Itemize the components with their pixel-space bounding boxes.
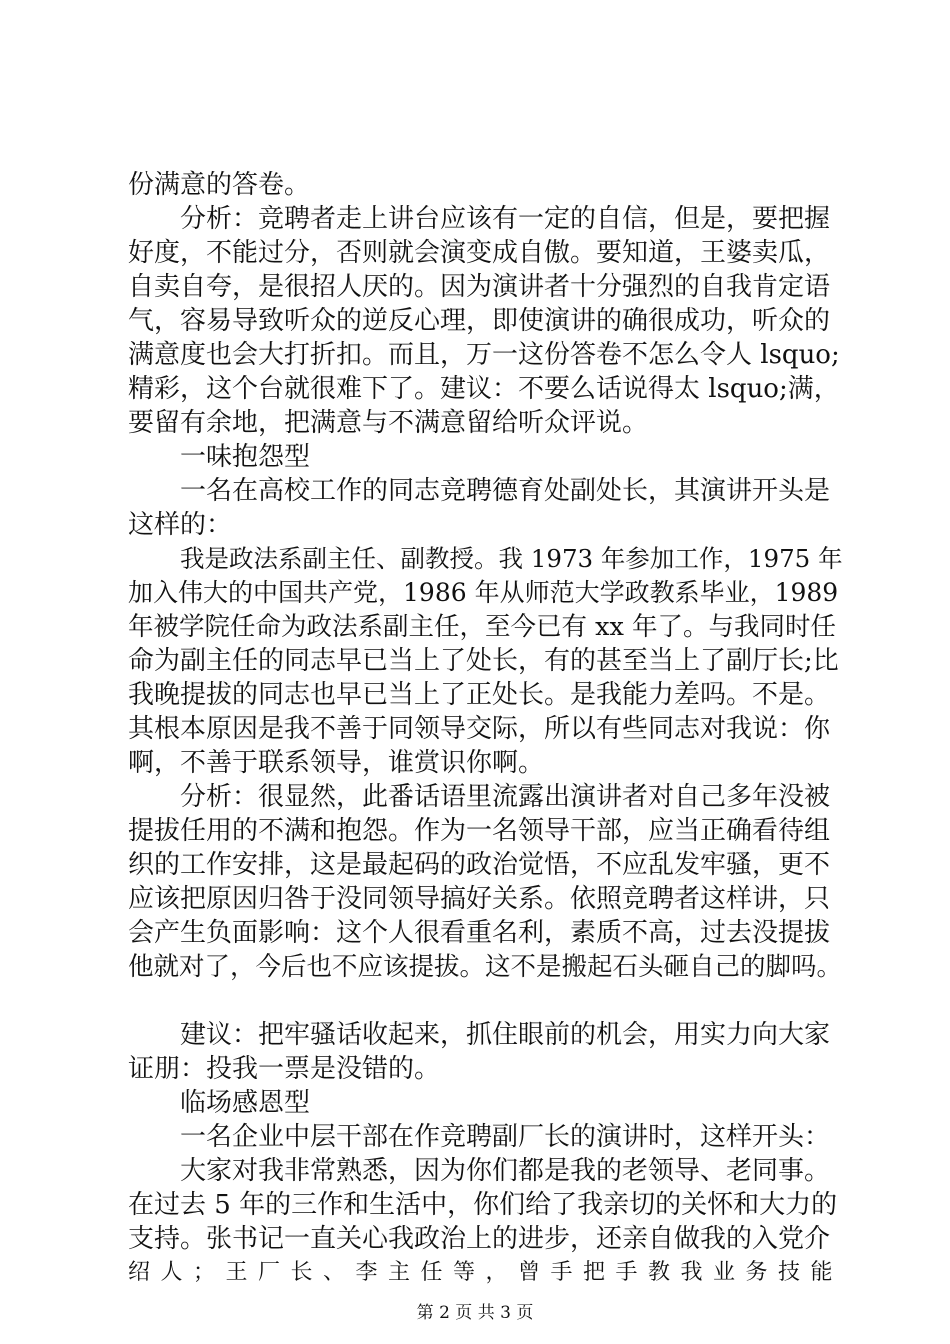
text-line: 支持。张书记一直关心我政治上的进步，还亲自做我的入党介 xyxy=(128,1224,831,1254)
text-line: 证朋：投我一票是没错的。 xyxy=(128,1054,441,1084)
text-line: 气，容易导致听众的逆反心理，即使演讲的确很成功，听众的 xyxy=(128,306,831,336)
text-line: 会产生负面影响：这个人很看重名利，素质不高，过去没提拔 xyxy=(128,918,831,948)
text-line: 应该把原因归咎于没同领导搞好关系。依照竞聘者这样讲，只 xyxy=(128,884,831,914)
text-line: 满意度也会大打折扣。而且，万一这份答卷不怎么令人 lsquo; xyxy=(128,340,840,370)
paragraph-line: 大家对我非常熟悉，因为你们都是我的老领导、老同事。 xyxy=(180,1156,831,1186)
text-line: 命为副主任的同志早已当上了处长，有的甚至当上了副厅长;比 xyxy=(128,646,839,676)
text-line: 啊，不善于联系领导，谁赏识你啊。 xyxy=(128,748,545,778)
page-footer: 第 2 页 共 3 页 xyxy=(416,1303,534,1323)
section-heading: 临场感恩型 xyxy=(180,1088,311,1118)
paragraph-line: 建议：把牢骚话收起来，抓住眼前的机会，用实力向大家 xyxy=(180,1020,831,1050)
text-line: 织的工作安排，这是最起码的政治觉悟，不应乱发牢骚，更不 xyxy=(128,850,831,880)
text-line: 年被学院任命为政法系副主任，至今已有 xx 年了。与我同时任 xyxy=(128,612,836,642)
text-line: 份满意的答卷。 xyxy=(128,170,311,200)
text-line: 其根本原因是我不善于同领导交际，所以有些同志对我说：你 xyxy=(128,714,831,744)
text-line: 绍人；王厂长、李主任等，曾手把手教我业务技能 xyxy=(128,1260,844,1285)
text-line: 自卖自夸，是很招人厌的。因为演讲者十分强烈的自我肯定语 xyxy=(128,272,831,302)
text-line: 精彩，这个台就很难下了。建议：不要么话说得太 lsquo;满， xyxy=(128,374,840,404)
text-line: 提拔任用的不满和抱怨。作为一名领导干部，应当正确看待组 xyxy=(128,816,831,846)
paragraph-line: 分析：很显然，此番话语里流露出演讲者对自己多年没被 xyxy=(180,782,831,812)
text-line: 在过去 5 年的三作和生活中，你们给了我亲切的关怀和大力的 xyxy=(128,1190,838,1220)
section-heading: 一味抱怨型 xyxy=(180,442,311,472)
paragraph-line: 分析：竞聘者走上讲台应该有一定的自信，但是，要把握 xyxy=(180,204,831,234)
paragraph-line: 一名企业中层干部在作竞聘副厂长的演讲时，这样开头： xyxy=(180,1122,831,1152)
text-line: 加入伟大的中国共产党，1986 年从师范大学政教系毕业，1989 xyxy=(128,578,839,607)
text-line: 这样的： xyxy=(128,510,233,540)
paragraph-line: 我是政法系副主任、副教授。我 1973 年参加工作，1975 年 xyxy=(180,544,843,573)
text-line: 我晚提拔的同志也早已当上了正处长。是我能力差吗。不是。 xyxy=(128,680,831,710)
text-line: 好度，不能过分，否则就会演变成自傲。要知道，王婆卖瓜， xyxy=(128,238,831,268)
text-line: 他就对了，今后也不应该提拔。这不是搬起石头砸自己的脚吗。 xyxy=(128,952,843,982)
text-line: 要留有余地，把满意与不满意留给听众评说。 xyxy=(128,408,649,438)
paragraph-line: 一名在高校工作的同志竞聘德育处副处长，其演讲开头是 xyxy=(180,476,831,506)
